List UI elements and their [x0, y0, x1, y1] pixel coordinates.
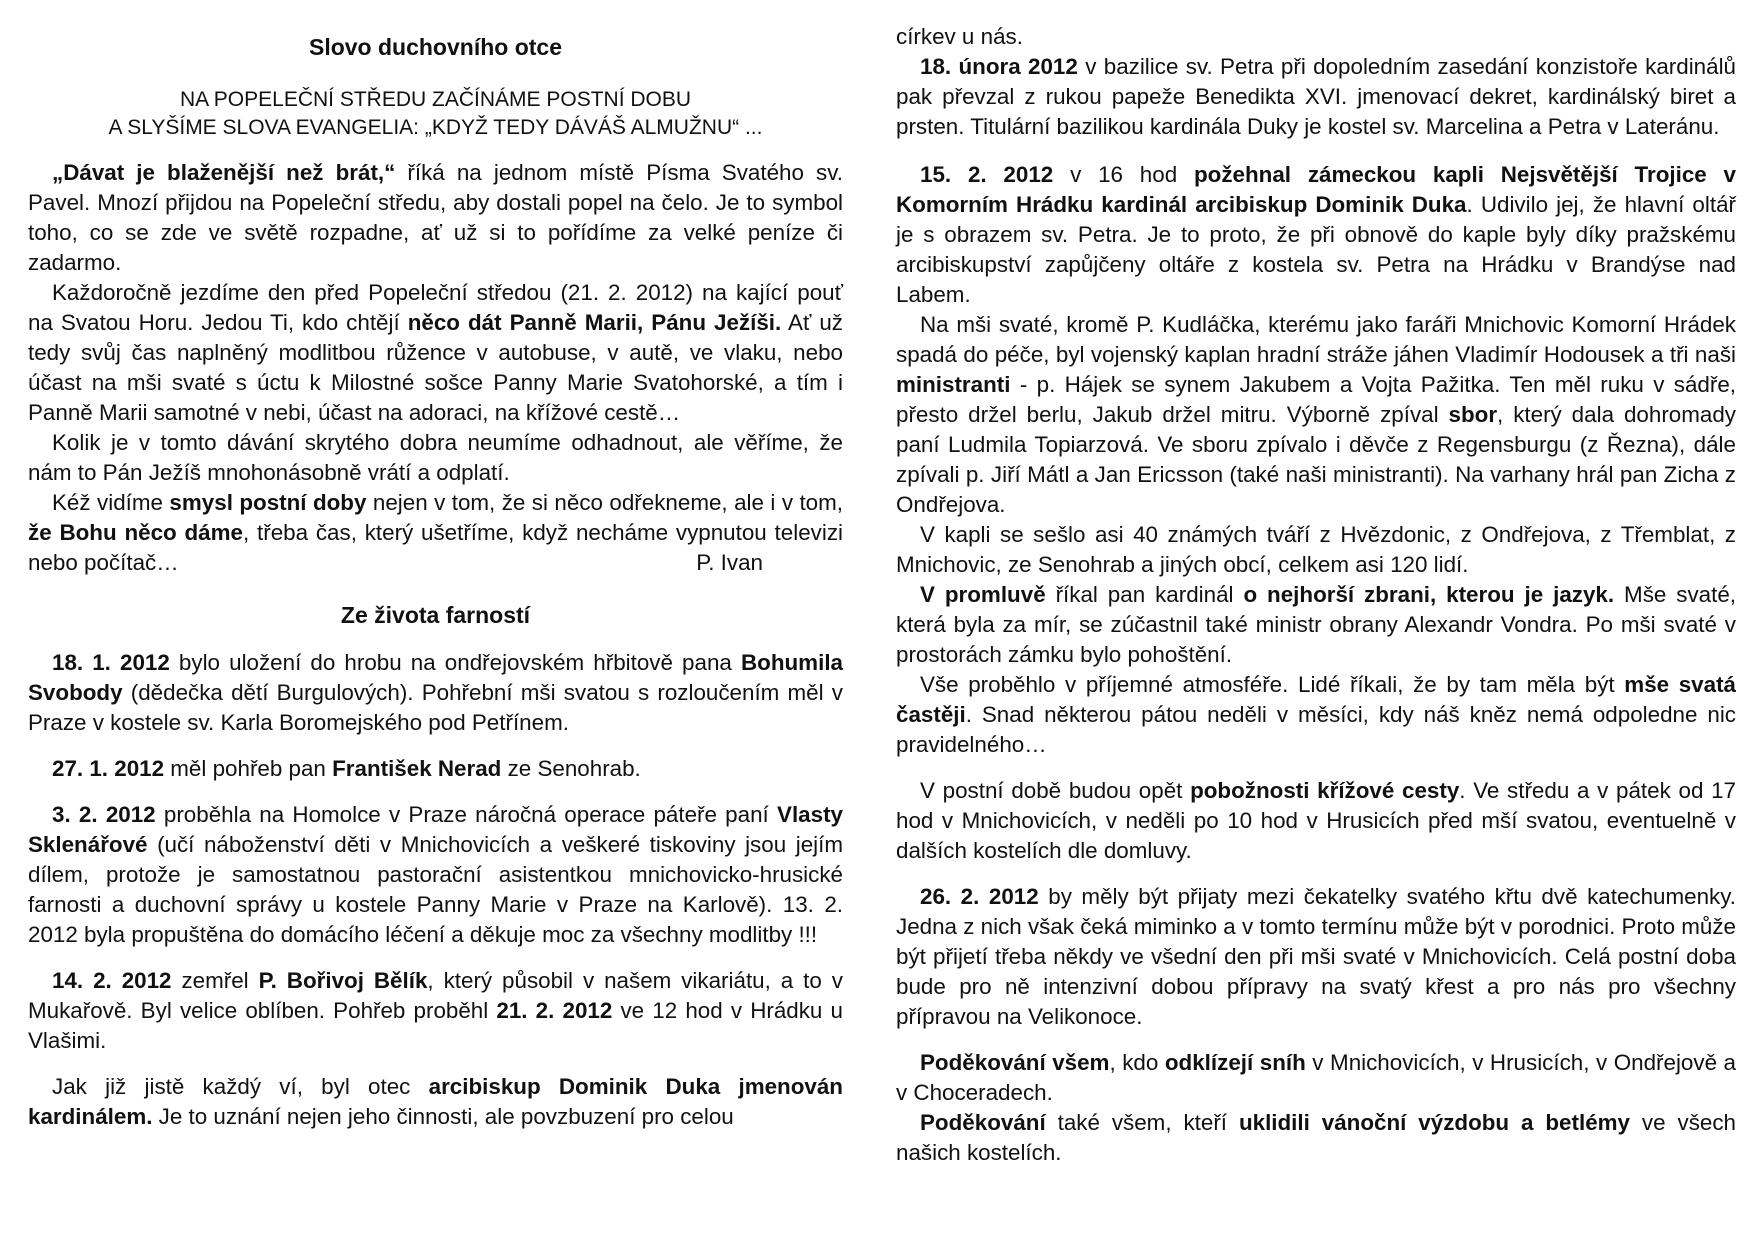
- subhead-line: A SLYŠÍME SLOVA EVANGELIA: „KDYŽ TEDY DÁVÁŠ ALMUŽNU“ ...: [108, 116, 763, 139]
- news-item: 18. února 2012 v bazilice sv. Petra při dopoledním zasedání konzistoře kardinálů pak převzal z rukou papeže Benedikta XVI. jmenovací dekret, kardinálský biret a prsten. Titulární bazilikou kardinála Duky je kostel sv. Marcelina a Petra v Lateránu.: [896, 54, 1736, 139]
- left-column: [28, 0, 843, 1132]
- section-title: Ze života farností: [340, 602, 531, 628]
- section-title: Slovo duchovního otce: [308, 34, 562, 60]
- news-item: 14. 2. 2012 zemřel P. Bořivoj Bělík, který působil v našem vikariátu, a to v Mukařově. Byl velice oblíben. Pohřeb proběhl 21. 2. 2012 ve 12 hod v Hrádku u Vlašimi.: [28, 968, 843, 1053]
- news-item: 26. 2. 2012 by měly být přijaty mezi čekatelky svatého křtu dvě katechumenky. Jedna z nich však čeká miminko a v tomto termínu může být v porodnici. Proto může být přijetí třeba někdy ve všední den při mši svaté v Mnichovicích. Celá postní doba bude pro ně intenzivní dobou přípravy na svatý křest a pro nás pro všechny přípravou na Velikonoce.: [896, 884, 1737, 1029]
- news-item: 18. 1. 2012 bylo uložení do hrobu na ondřejovském hřbitově pana Bohumila Svobody (dědečka dětí Burgulových). Pohřební mši svatou s rozloučením měl v Praze v kostele sv. Karla Boromejského pod Petřínem.: [28, 650, 843, 735]
- news-item: Poděkování také všem, kteří uklidili vánoční výzdobu a betlémy ve všech našich kostelích.: [896, 1110, 1736, 1165]
- paragraph: Každoročně jezdíme den před Popeleční středou (21. 2. 2012) na kající pouť na Svatou Horu. Jedou Ti, kdo chtějí něco dát Panně Marii, Pánu Ježíši. Ať už tedy svůj čas naplněný modlitbou růžence v autobuse, v autě, ve vlaku, nebo účast na mši svaté s úctu k Milostné sošce Panny Marie Svatohorské, a tím i Panně Marii samotné v nebi, účast na adoraci, na křížové cestě…: [28, 280, 843, 425]
- paragraph: Vše proběhlo v příjemné atmosféře. Lidé říkali, že by tam měla být mše svatá častěji. Snad některou pátou neděli v měsíci, kdy náš kněz nemá odpoledne nic pravidelného…: [896, 672, 1736, 757]
- paragraph: V promluvě říkal pan kardinál o nejhorší zbrani, kterou je jazyk. Mše svaté, která byla za mír, se zúčastnil také ministr obrany Alexandr Vondra. Po mši svaté v prostorách zámku bylo pohoštění.: [896, 582, 1737, 667]
- news-item: Jak již jistě každý ví, byl otec arcibiskup Dominik Duka jmenován kardinálem. Je to uznání nejen jeho činnosti, ale povzbuzení pro celou: [28, 1074, 843, 1129]
- subhead-line: NA POPELEČNÍ STŘEDU ZAČÍNÁME POSTNÍ DOBU: [179, 88, 692, 111]
- paragraph: Kolik je v tomto dávání skrytého dobra neumíme odhadnout, ale věříme, že nám to Pán Ježíš mnohonásobně vrátí a odplatí.: [28, 430, 843, 485]
- paragraph: V kapli se sešlo asi 40 známých tváří z Hvězdonic, z Ondřejova, z Třemblat, z Mnichovic, ze Senohrab a jiných obcí, celkem asi 120 lidí.: [896, 522, 1736, 577]
- paragraph: Na mši svaté, kromě P. Kudláčka, kterému jako faráři Mnichovic Komorní Hrádek spadá do péče, byl vojenský kaplan hradní stráže jáhen Vladimír Hodousek a tři naši ministranti - p. Hájek se synem Jakubem a Vojta Pažitka. Ten měl ruku v sádře, přesto držel berlu, Jakub držel mitru. Výborně zpíval sbor, který dala dohromady paní Ludmila Topiarzová. Ve sboru zpívalo i děvče z Regensburgu (z Řezna), dále zpívali p. Jiří Mátl a Jan Ericsson (také naši ministranti). Na varhany hrál pan Zicha z Ondřejova.: [896, 312, 1736, 517]
- paragraph: „Dávat je blaženější než brát,“ říká na jednom místě Písma Svatého sv. Pavel. Mnozí přijdou na Popeleční středu, aby dostali popel na čelo. Je to symbol toho, co se zde ve světě rozpadne, ať už si to pořídíme za velké peníze či zadarmo.: [28, 160, 843, 275]
- news-item: 3. 2. 2012 proběhla na Homolce v Praze náročná operace páteře paní Vlasty Sklenářové (učí náboženství děti v Mnichovicích a veškeré tiskoviny jsou jejím dílem, protože je samostatnou pastorační asistentkou mnichovicko-hrusické farnosti a duchovní správy u kostele Panny Marie v Praze na Karlově). 13. 2. 2012 byla propuštěna do domácího léčení a děkuje moc za všechny modlitby !!!: [28, 802, 843, 947]
- news-item: 27. 1. 2012 měl pohřeb pan František Nerad ze Senohrab.: [52, 756, 641, 781]
- news-item: Poděkování všem, kdo odklízejí sníh v Mnichovicích, v Hrusicích, v Ondřejově a v Choceradech.: [896, 1050, 1737, 1105]
- paragraph: Kéž vidíme smysl postní doby nejen v tom, že si něco odřekneme, ale i v tom, že Bohu něco dáme, třeba čas, který ušetříme, když necháme vypnutou televizi nebo počítač… P. Ivan: [28, 488, 843, 578]
- news-item: 15. 2. 2012 v 16 hod požehnal zámeckou kapli Nejsvětější Trojice v Komorním Hrádku kardinál arcibiskup Dominik Duka. Udivilo jej, že hlavní oltář je s obrazem sv. Petra. Je to proto, že při obnově do kaple byly díky pražskému arcibiskupství zapůjčeny oltáře z kostela sv. Petra na Hrádku v Brandýse nad Labem.: [896, 162, 1736, 307]
- news-item: V postní době budou opět pobožnosti křížové cesty. Ve středu a v pátek od 17 hod v Mnichovicích, v neděli po 10 hod v Hrusicích před mší svatou, eventuelně v dalších kostelích dle domluvy.: [896, 778, 1737, 863]
- paragraph: církev u nás.: [896, 24, 1023, 49]
- right-column: [896, 0, 1736, 1168]
- signature: P. Ivan: [696, 550, 763, 575]
